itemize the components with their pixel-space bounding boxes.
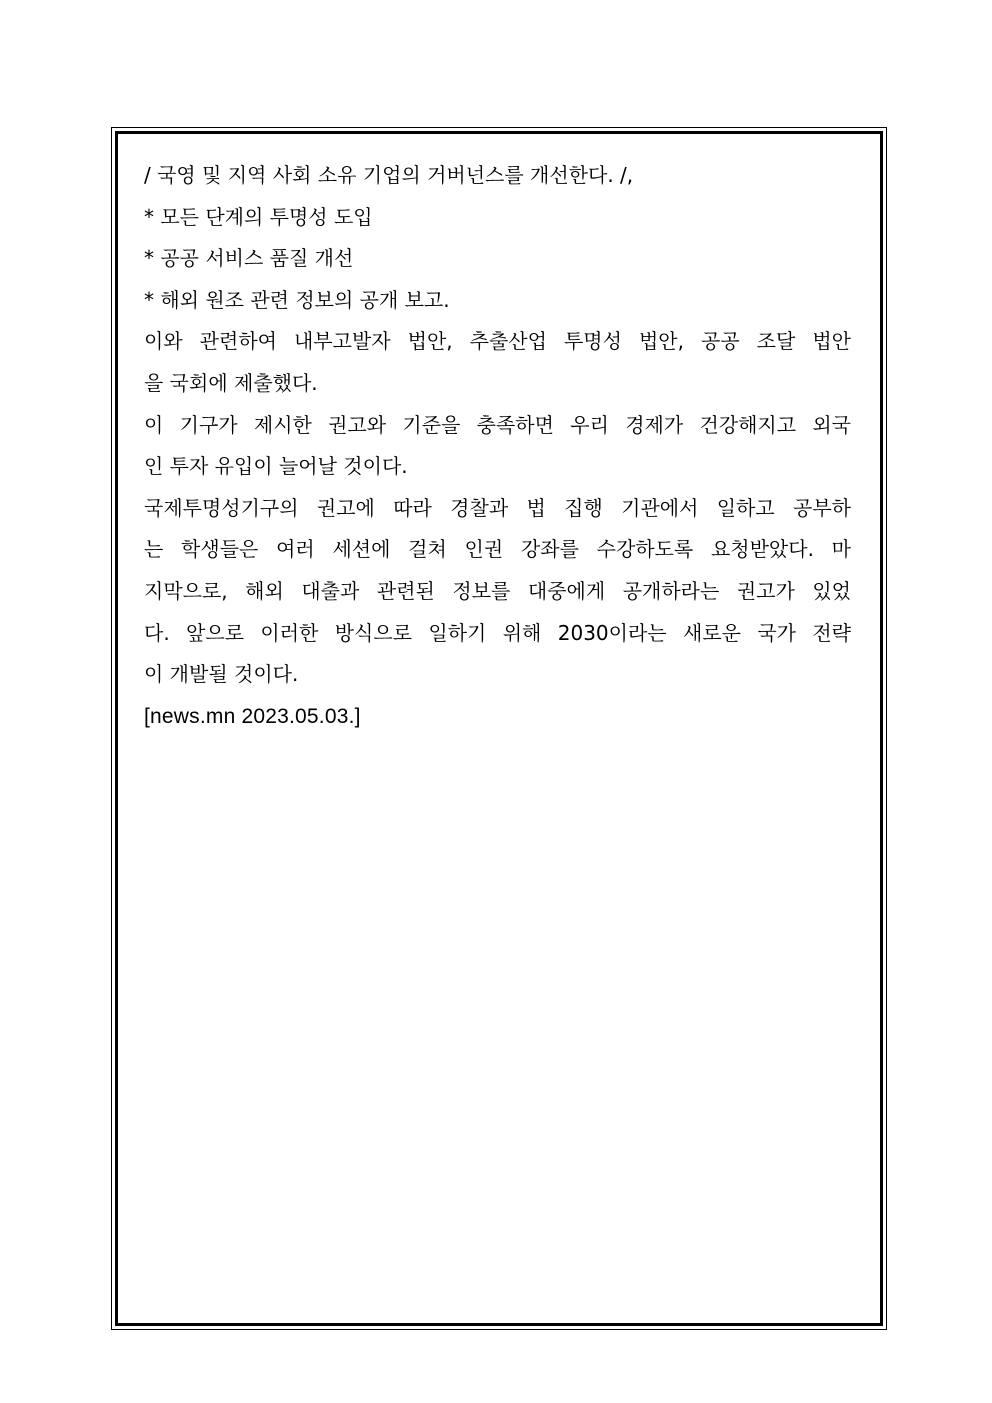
- paragraph-bills-line-1: 이와 관련하여 내부고발자 법안, 추출산업 투명성 법안, 공공 조달 법안: [144, 329, 851, 354]
- paragraph-recommendation-line-5: 이 개발될 것이다.: [144, 662, 299, 687]
- source-citation: [news.mn 2023.05.03.]: [144, 704, 361, 728]
- bullet-foreign-aid: * 해외 원조 관련 정보의 공개 보고.: [144, 287, 450, 312]
- bullet-public-service: * 공공 서비스 품질 개선: [144, 246, 354, 271]
- paragraph-recommendation-line-3: 지막으로, 해외 대출과 관련된 정보를 대중에게 공개하라는 권고가 있었: [144, 578, 851, 603]
- paragraph-bills-line-2: 을 국회에 제출했다.: [144, 370, 318, 395]
- document-body: [144, 155, 851, 737]
- bullet-transparency: * 모든 단계의 투명성 도입: [144, 204, 373, 229]
- paragraph-recommendation-line-4: 다. 앞으로 이러한 방식으로 일하기 위해 2030이라는 새로운 국가 전략: [144, 620, 851, 645]
- governance-heading-line: / 국영 및 지역 사회 소유 기업의 거버넌스를 개선한다. /,: [144, 163, 634, 187]
- paragraph-economy-line-1: 이 기구가 제시한 권고와 기준을 충족하면 우리 경제가 건강해지고 외국: [144, 412, 851, 437]
- paragraph-economy-line-2: 인 투자 유입이 늘어날 것이다.: [144, 454, 408, 479]
- paragraph-recommendation-line-1: 국제투명성기구의 권고에 따라 경찰과 법 집행 기관에서 일하고 공부하: [144, 495, 851, 520]
- paragraph-recommendation-line-2: 는 학생들은 여러 세션에 걸쳐 인권 강좌를 수강하도록 요청받았다. 마: [144, 537, 851, 562]
